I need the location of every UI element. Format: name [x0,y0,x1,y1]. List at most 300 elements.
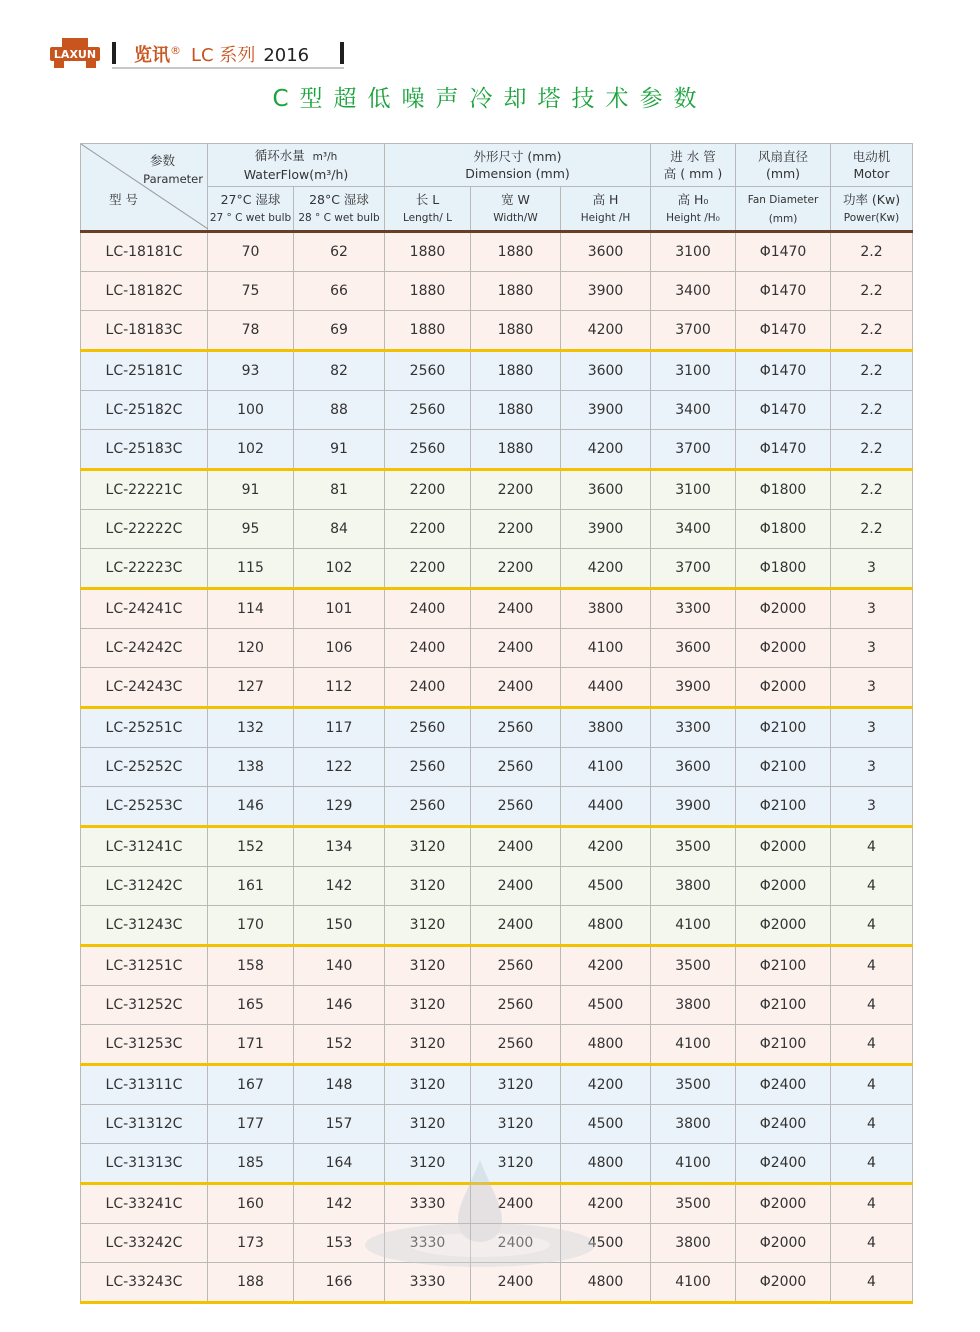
table-row [81,1224,913,1263]
height-cell: 4200 [561,1184,651,1224]
model-cell: LC-25182C [81,391,208,430]
height-cell: 4500 [561,1105,651,1144]
length-cell: 2400 [385,629,471,668]
brand-name: 览讯 [134,45,170,66]
wb28-cell: 84 [294,510,385,549]
header-height [561,187,651,232]
width-cell: 1880 [471,391,561,430]
wb28-cell: 129 [294,787,385,827]
model-cell: LC-31252C [81,986,208,1025]
header-fan-cn: 风扇直径 [758,149,809,164]
brand-bar-right-mark [340,42,344,64]
height-cell: 3900 [561,510,651,549]
width-cell: 2560 [471,787,561,827]
width-cell: 1880 [471,430,561,470]
header-waterflow-cn: 循环水量 [254,148,305,163]
header-waterflow [208,144,385,187]
fan-diameter-cell: Φ2000 [736,668,831,708]
fan-diameter-cell: Φ2000 [736,1224,831,1263]
power-cell: 4 [831,1224,913,1263]
width-cell: 2560 [471,986,561,1025]
table-row [81,351,913,391]
model-cell: LC-33243C [81,1263,208,1303]
table-row [81,510,913,549]
fan-diameter-cell: Φ1800 [736,470,831,510]
header-dimension-en: Dimension (mm) [465,166,570,181]
width-cell: 1880 [471,232,561,272]
width-cell: 2200 [471,510,561,549]
wb27-cell: 127 [208,668,294,708]
wb28-cell: 81 [294,470,385,510]
power-cell: 2.2 [831,470,913,510]
wb28-cell: 122 [294,748,385,787]
width-cell: 3120 [471,1144,561,1184]
header-model-cn: 型 号 [109,192,138,207]
length-cell: 2200 [385,510,471,549]
wb27-cell: 170 [208,906,294,946]
length-cell: 3120 [385,906,471,946]
power-cell: 2.2 [831,391,913,430]
table-row [81,470,913,510]
height-cell: 4500 [561,1224,651,1263]
wb27-cell: 158 [208,946,294,986]
length-cell: 3120 [385,946,471,986]
length-cell: 3330 [385,1224,471,1263]
wb27-cell: 177 [208,1105,294,1144]
header-h0-en: Height /H₀ [666,211,720,224]
brand-series: LC 系列 [191,45,256,66]
table-row [81,589,913,629]
power-cell: 4 [831,867,913,906]
table-row [81,946,913,986]
wb28-cell: 117 [294,708,385,748]
height-cell: 3600 [561,351,651,391]
h0-cell: 3600 [651,748,736,787]
height-cell: 4800 [561,906,651,946]
power-cell: 2.2 [831,311,913,351]
power-cell: 4 [831,1025,913,1065]
height-cell: 4200 [561,430,651,470]
height-cell: 3800 [561,589,651,629]
power-cell: 3 [831,787,913,827]
wb28-cell: 142 [294,867,385,906]
model-cell: LC-25251C [81,708,208,748]
wb27-cell: 188 [208,1263,294,1303]
wb28-cell: 153 [294,1224,385,1263]
header-waterflow-en: WaterFlow(m³/h) [243,167,349,182]
power-cell: 3 [831,668,913,708]
table-row [81,391,913,430]
height-cell: 4500 [561,867,651,906]
fan-diameter-cell: Φ2100 [736,787,831,827]
height-cell: 4500 [561,986,651,1025]
header-fan [736,144,831,187]
header-h0-cn: 高 H₀ [677,191,709,207]
header-height-cn: 高 H [592,191,619,207]
wb27-cell: 102 [208,430,294,470]
length-cell: 2560 [385,787,471,827]
fan-diameter-cell: Φ1800 [736,510,831,549]
fan-diameter-cell: Φ2000 [736,1184,831,1224]
wb27-cell: 171 [208,1025,294,1065]
fan-diameter-cell: Φ1470 [736,391,831,430]
header-param-en: Parameter [143,172,203,186]
wb28-cell: 140 [294,946,385,986]
wb28-cell: 66 [294,272,385,311]
width-cell: 2560 [471,708,561,748]
length-cell: 3120 [385,1025,471,1065]
width-cell: 2400 [471,629,561,668]
width-cell: 2400 [471,589,561,629]
h0-cell: 4100 [651,906,736,946]
model-cell: LC-31311C [81,1065,208,1105]
fan-diameter-cell: Φ2100 [736,1025,831,1065]
table-row [81,668,913,708]
wb27-cell: 160 [208,1184,294,1224]
header-motor-en: Motor [853,166,890,181]
model-cell: LC-31243C [81,906,208,946]
wb27-cell: 95 [208,510,294,549]
h0-cell: 3800 [651,1105,736,1144]
header-length [385,187,471,232]
header-wb27-en: 27 ° C wet bulb [209,211,292,224]
header-length-cn: 长 L [415,191,440,207]
wb28-cell: 88 [294,391,385,430]
width-cell: 2400 [471,827,561,867]
model-cell: LC-33242C [81,1224,208,1263]
power-cell: 2.2 [831,272,913,311]
wb28-cell: 166 [294,1263,385,1303]
header-power-cn: 功率 (Kw) [842,191,901,207]
model-cell: LC-31241C [81,827,208,867]
wb27-cell: 132 [208,708,294,748]
length-cell: 1880 [385,311,471,351]
table-row [81,1025,913,1065]
model-cell: LC-18181C [81,232,208,272]
h0-cell: 3700 [651,549,736,589]
brand-bar [112,39,344,69]
wb27-cell: 91 [208,470,294,510]
wb27-cell: 185 [208,1144,294,1184]
wb27-cell: 75 [208,272,294,311]
wb28-cell: 150 [294,906,385,946]
wb27-cell: 100 [208,391,294,430]
model-cell: LC-31253C [81,1025,208,1065]
header-height-en: Height /H [580,211,631,224]
table-row [81,1263,913,1303]
model-cell: LC-25183C [81,430,208,470]
wb28-cell: 101 [294,589,385,629]
width-cell: 2560 [471,1025,561,1065]
length-cell: 3120 [385,867,471,906]
length-cell: 2560 [385,430,471,470]
length-cell: 1880 [385,232,471,272]
wb27-cell: 93 [208,351,294,391]
fan-diameter-cell: Φ2000 [736,827,831,867]
fan-diameter-cell: Φ2400 [736,1105,831,1144]
h0-cell: 3300 [651,589,736,629]
h0-cell: 3800 [651,986,736,1025]
h0-cell: 3400 [651,272,736,311]
power-cell: 3 [831,589,913,629]
height-cell: 4100 [561,748,651,787]
model-cell: LC-31251C [81,946,208,986]
height-cell: 3900 [561,391,651,430]
header-waterflow-unit: m³/h [312,151,338,163]
h0-cell: 3100 [651,470,736,510]
wb28-cell: 148 [294,1065,385,1105]
fan-diameter-cell: Φ2400 [736,1065,831,1105]
h0-cell: 3400 [651,391,736,430]
wb27-cell: 161 [208,867,294,906]
model-cell: LC-22221C [81,470,208,510]
header-h0 [651,187,736,232]
fan-diameter-cell: Φ1470 [736,311,831,351]
model-cell: LC-31313C [81,1144,208,1184]
fan-diameter-cell: Φ2000 [736,589,831,629]
fan-diameter-cell: Φ2000 [736,867,831,906]
wb27-cell: 146 [208,787,294,827]
height-cell: 4400 [561,787,651,827]
header-fan-en-label: Fan Diameter [747,193,819,206]
fan-diameter-cell: Φ2100 [736,708,831,748]
brand-line [134,41,309,67]
header-width-en: Width/W [493,211,538,224]
power-cell: 3 [831,629,913,668]
power-cell: 4 [831,1065,913,1105]
model-cell: LC-24241C [81,589,208,629]
fan-diameter-cell: Φ1470 [736,351,831,391]
header-fan-en [736,187,831,232]
wb27-cell: 165 [208,986,294,1025]
power-cell: 2.2 [831,430,913,470]
table-row [81,232,913,272]
header-dimension [385,144,651,187]
table-row [81,986,913,1025]
header-param-model [81,144,208,232]
table-row [81,1105,913,1144]
power-cell: 2.2 [831,232,913,272]
h0-cell: 3700 [651,430,736,470]
height-cell: 4800 [561,1144,651,1184]
wb27-cell: 167 [208,1065,294,1105]
width-cell: 2400 [471,867,561,906]
table-row [81,549,913,589]
height-cell: 4100 [561,629,651,668]
power-cell: 2.2 [831,510,913,549]
table-row [81,867,913,906]
header-wb28 [294,187,385,232]
h0-cell: 3800 [651,867,736,906]
wb28-cell: 157 [294,1105,385,1144]
width-cell: 2200 [471,549,561,589]
table-row [81,629,913,668]
height-cell: 4800 [561,1263,651,1303]
power-cell: 4 [831,946,913,986]
fan-diameter-cell: Φ2100 [736,748,831,787]
length-cell: 2400 [385,668,471,708]
fan-diameter-cell: Φ1470 [736,232,831,272]
height-cell: 4200 [561,549,651,589]
brand-year: 2016 [263,45,310,66]
fan-diameter-cell: Φ1800 [736,549,831,589]
laxun-logo [48,36,102,70]
width-cell: 2400 [471,906,561,946]
wb28-cell: 112 [294,668,385,708]
header-wb28-en: 28 ° C wet bulb [298,211,380,224]
height-cell: 4200 [561,827,651,867]
h0-cell: 3800 [651,1224,736,1263]
power-cell: 4 [831,1105,913,1144]
width-cell: 3120 [471,1065,561,1105]
header-power [831,187,913,232]
length-cell: 1880 [385,272,471,311]
model-cell: LC-22222C [81,510,208,549]
h0-cell: 3500 [651,946,736,986]
h0-cell: 3400 [651,510,736,549]
power-cell: 4 [831,827,913,867]
table-row [81,1065,913,1105]
height-cell: 3800 [561,708,651,748]
fan-diameter-cell: Φ2100 [736,986,831,1025]
model-cell: LC-31312C [81,1105,208,1144]
header-width [471,187,561,232]
header-wb28-cn: 28°C 湿球 [309,191,369,207]
wb27-cell: 152 [208,827,294,867]
height-cell: 3600 [561,232,651,272]
wb28-cell: 152 [294,1025,385,1065]
registered-mark: ® [170,44,181,57]
spec-table [80,143,913,1304]
length-cell: 2400 [385,589,471,629]
wb28-cell: 91 [294,430,385,470]
h0-cell: 3900 [651,787,736,827]
length-cell: 3330 [385,1184,471,1224]
length-cell: 2560 [385,391,471,430]
fan-diameter-cell: Φ2000 [736,629,831,668]
header-motor [831,144,913,187]
wb28-cell: 69 [294,311,385,351]
power-cell: 4 [831,1144,913,1184]
length-cell: 2560 [385,351,471,391]
header-length-en: Length/ L [403,211,452,224]
width-cell: 2400 [471,1224,561,1263]
power-cell: 4 [831,1184,913,1224]
length-cell: 3120 [385,827,471,867]
page-title: C型超低噪声冷却塔技术参数 [272,86,708,112]
logo-text: LAXUN [53,48,97,61]
power-cell: 4 [831,986,913,1025]
width-cell: 2560 [471,946,561,986]
wb28-cell: 82 [294,351,385,391]
h0-cell: 4100 [651,1025,736,1065]
length-cell: 3330 [385,1263,471,1303]
wb27-cell: 114 [208,589,294,629]
width-cell: 2560 [471,748,561,787]
header-inlet [651,144,736,187]
model-cell: LC-22223C [81,549,208,589]
width-cell: 1880 [471,272,561,311]
h0-cell: 3100 [651,232,736,272]
model-cell: LC-31242C [81,867,208,906]
h0-cell: 3500 [651,1065,736,1105]
wb28-cell: 146 [294,986,385,1025]
wb27-cell: 120 [208,629,294,668]
wb28-cell: 134 [294,827,385,867]
table-row [81,748,913,787]
h0-cell: 4100 [651,1144,736,1184]
power-cell: 3 [831,549,913,589]
h0-cell: 3600 [651,629,736,668]
table-row [81,430,913,470]
header-inlet-cn: 进 水 管 [670,149,716,164]
length-cell: 2560 [385,708,471,748]
model-cell: LC-25253C [81,787,208,827]
brand-bar-left-mark [112,42,116,64]
h0-cell: 3500 [651,827,736,867]
h0-cell: 3900 [651,668,736,708]
wb27-cell: 78 [208,311,294,351]
fan-diameter-cell: Φ2000 [736,906,831,946]
table-row [81,787,913,827]
length-cell: 3120 [385,1065,471,1105]
model-cell: LC-25181C [81,351,208,391]
model-cell: LC-25252C [81,748,208,787]
power-cell: 3 [831,708,913,748]
width-cell: 2400 [471,1184,561,1224]
power-cell: 2.2 [831,351,913,391]
model-cell: LC-24243C [81,668,208,708]
table-row [81,1184,913,1224]
length-cell: 2560 [385,748,471,787]
header-wb27 [208,187,294,232]
h0-cell: 3100 [651,351,736,391]
fan-diameter-cell: Φ1470 [736,272,831,311]
height-cell: 4200 [561,1065,651,1105]
fan-diameter-cell: Φ2400 [736,1144,831,1184]
height-cell: 4200 [561,311,651,351]
length-cell: 2200 [385,470,471,510]
length-cell: 3120 [385,986,471,1025]
height-cell: 3900 [561,272,651,311]
width-cell: 1880 [471,351,561,391]
length-cell: 3120 [385,1105,471,1144]
height-cell: 4800 [561,1025,651,1065]
header-inlet-unit: 高 ( mm ) [663,166,723,181]
height-cell: 3600 [561,470,651,510]
table-row [81,311,913,351]
height-cell: 4200 [561,946,651,986]
table-row [81,1144,913,1184]
wb27-cell: 115 [208,549,294,589]
header-width-cn: 宽 W [501,191,530,207]
wb27-cell: 173 [208,1224,294,1263]
fan-diameter-cell: Φ1470 [736,430,831,470]
model-cell: LC-18183C [81,311,208,351]
wb28-cell: 62 [294,232,385,272]
model-cell: LC-33241C [81,1184,208,1224]
model-cell: LC-24242C [81,629,208,668]
header-fan-en-unit: (mm) [768,212,798,225]
width-cell: 2200 [471,470,561,510]
table-row [81,708,913,748]
width-cell: 2400 [471,1263,561,1303]
length-cell: 3120 [385,1144,471,1184]
length-cell: 2200 [385,549,471,589]
h0-cell: 3300 [651,708,736,748]
spec-table-body [81,232,913,1303]
power-cell: 3 [831,748,913,787]
